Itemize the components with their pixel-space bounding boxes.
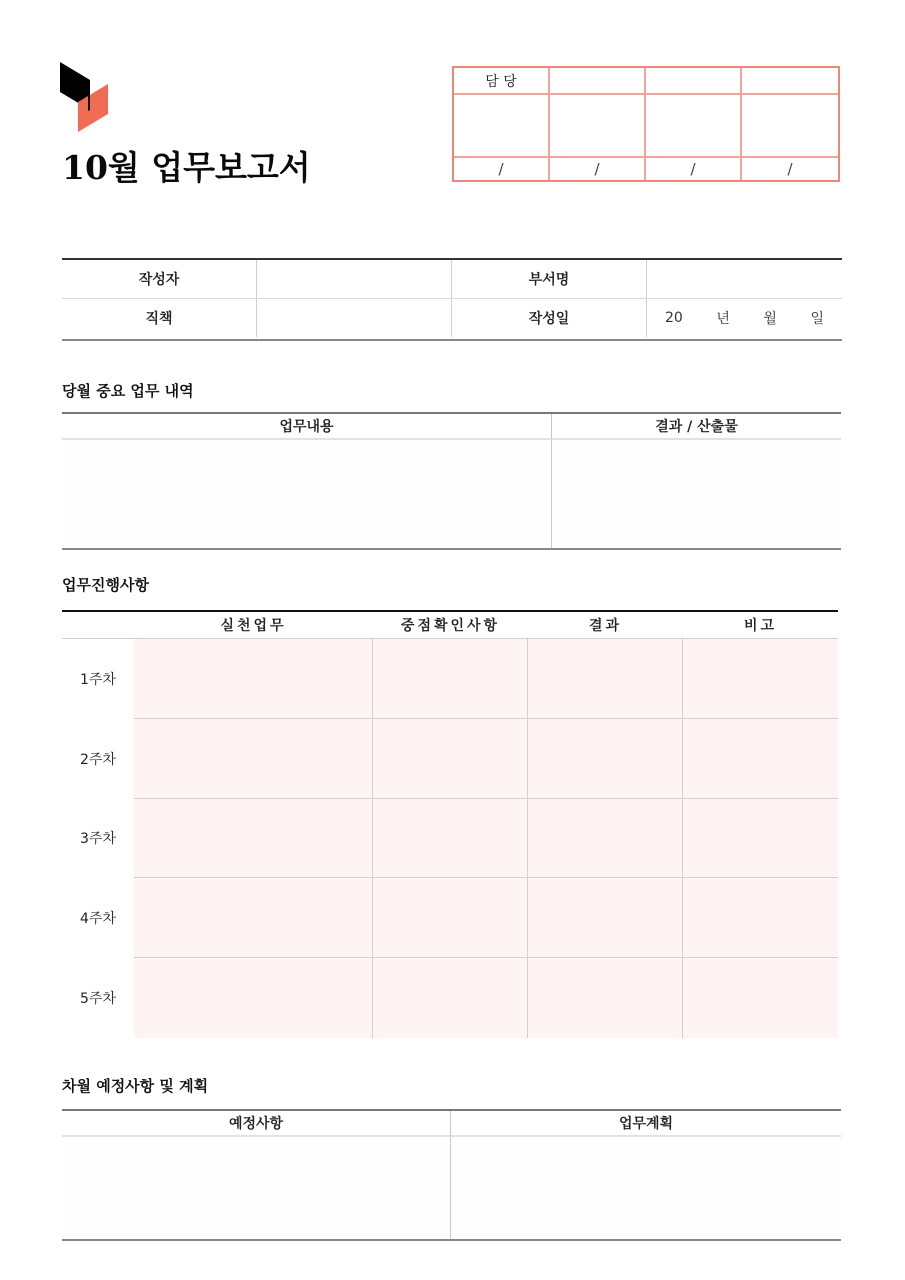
approval-sign-cell[interactable] bbox=[550, 95, 646, 158]
approval-sign-cell[interactable] bbox=[646, 95, 742, 158]
author-field[interactable] bbox=[257, 260, 452, 299]
position-label: 직책 bbox=[62, 299, 257, 337]
progress-heading: 업무진행사항 bbox=[62, 576, 149, 594]
author-info-table bbox=[62, 258, 842, 341]
approval-date-cell[interactable]: / bbox=[787, 160, 793, 178]
week-label: 5주차 bbox=[62, 958, 134, 1038]
progress-cell[interactable] bbox=[528, 639, 683, 719]
next-month-heading: 차월 예정사항 및 계획 bbox=[62, 1077, 209, 1095]
date-year-unit: 년 bbox=[716, 311, 730, 327]
brand-logo-icon bbox=[60, 62, 110, 134]
position-field[interactable] bbox=[257, 299, 452, 337]
progress-cell[interactable] bbox=[134, 639, 373, 719]
task-content-cell[interactable] bbox=[62, 440, 552, 548]
progress-cell[interactable] bbox=[134, 719, 373, 799]
schedule-cell[interactable] bbox=[62, 1137, 451, 1239]
work-plan-cell[interactable] bbox=[451, 1137, 841, 1239]
date-field[interactable] bbox=[647, 299, 842, 337]
progress-cell[interactable] bbox=[373, 878, 528, 958]
approval-sign-cell[interactable] bbox=[454, 95, 550, 158]
column-header-key-check: 중점확인사항 bbox=[373, 612, 528, 639]
progress-table bbox=[62, 610, 838, 1038]
next-month-table bbox=[62, 1109, 841, 1241]
page-title: 10월 업무보고서 bbox=[62, 148, 311, 187]
progress-cell[interactable] bbox=[683, 799, 838, 879]
approval-date-cell[interactable]: / bbox=[550, 158, 646, 180]
date-year-prefix: 20 bbox=[665, 310, 683, 326]
progress-cell[interactable] bbox=[134, 878, 373, 958]
column-header-task-content: 업무내용 bbox=[62, 414, 552, 440]
progress-cell[interactable] bbox=[134, 958, 373, 1038]
date-month-unit: 월 bbox=[763, 311, 777, 327]
progress-cell[interactable] bbox=[528, 719, 683, 799]
column-header-practice-task: 실천업무 bbox=[134, 612, 373, 639]
approval-header-cell[interactable] bbox=[742, 68, 838, 95]
approval-date-cell[interactable]: / bbox=[646, 158, 742, 180]
monthly-tasks-heading: 당월 중요 업무 내역 bbox=[62, 382, 194, 400]
monthly-tasks-table bbox=[62, 412, 841, 550]
approval-header-cell[interactable] bbox=[646, 68, 742, 95]
column-header-week bbox=[62, 612, 134, 639]
progress-cell[interactable] bbox=[683, 878, 838, 958]
author-label: 작성자 bbox=[62, 260, 257, 299]
task-result-cell[interactable] bbox=[552, 440, 841, 548]
week-label: 3주차 bbox=[62, 799, 134, 879]
progress-cell[interactable] bbox=[683, 639, 838, 719]
progress-cell[interactable] bbox=[528, 878, 683, 958]
progress-cell[interactable] bbox=[683, 719, 838, 799]
progress-cell[interactable] bbox=[528, 799, 683, 879]
approval-header-cell[interactable] bbox=[550, 68, 646, 95]
approval-sign-cell[interactable] bbox=[742, 95, 838, 158]
approval-date-cell[interactable]: / bbox=[454, 158, 550, 180]
department-label: 부서명 bbox=[452, 260, 647, 299]
progress-cell[interactable] bbox=[528, 958, 683, 1038]
column-header-result: 결과 bbox=[528, 612, 683, 639]
column-header-remarks: 비고 bbox=[683, 612, 838, 639]
approval-signature-box bbox=[452, 66, 840, 182]
column-header-schedule: 예정사항 bbox=[62, 1111, 451, 1137]
progress-cell[interactable] bbox=[373, 719, 528, 799]
progress-cell[interactable] bbox=[683, 958, 838, 1038]
column-header-work-plan: 업무계획 bbox=[451, 1111, 841, 1137]
date-label: 작성일 bbox=[452, 299, 647, 337]
week-label: 2주차 bbox=[62, 719, 134, 799]
column-header-result: 결과 / 산출물 bbox=[552, 414, 841, 440]
approval-header-cell: 담 당 bbox=[454, 68, 550, 95]
week-label: 4주차 bbox=[62, 878, 134, 958]
date-day-unit: 일 bbox=[810, 311, 824, 327]
progress-cell[interactable] bbox=[373, 958, 528, 1038]
week-label: 1주차 bbox=[62, 639, 134, 719]
progress-cell[interactable] bbox=[134, 799, 373, 879]
progress-cell[interactable] bbox=[373, 799, 528, 879]
progress-cell[interactable] bbox=[373, 639, 528, 719]
department-field[interactable] bbox=[647, 260, 842, 299]
